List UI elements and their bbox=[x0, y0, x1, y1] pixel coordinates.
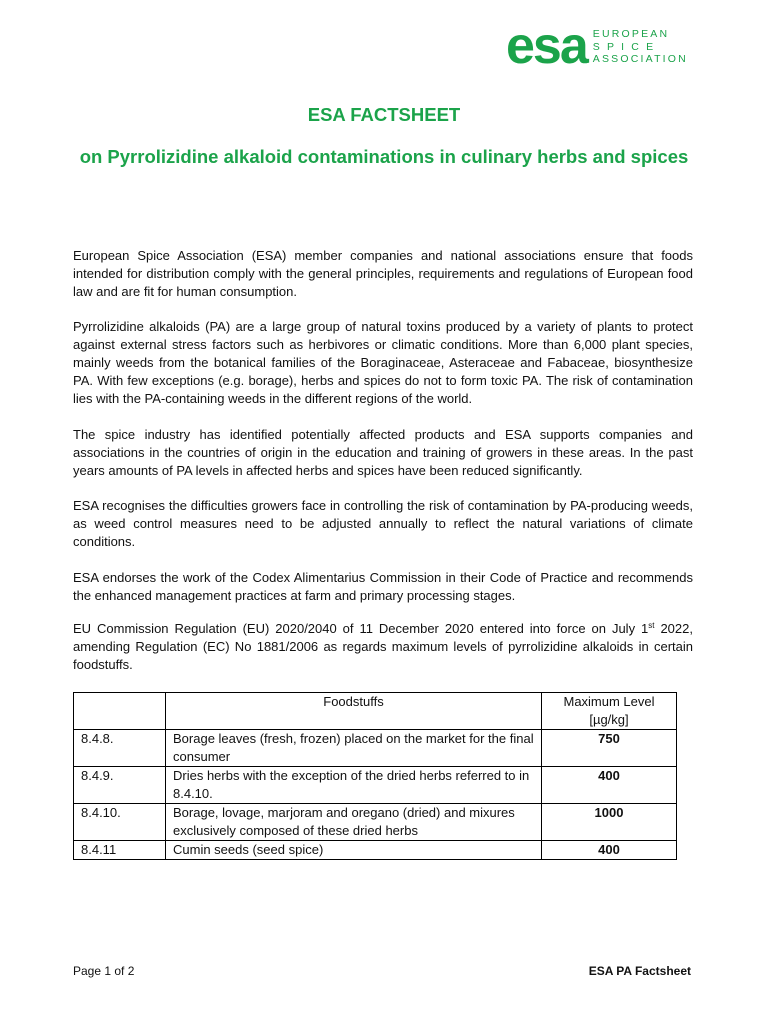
paragraph-regulation bbox=[73, 620, 693, 674]
logo-mark: esa bbox=[506, 17, 587, 75]
table-header-max-level: Maximum Level [µg/kg] bbox=[542, 693, 677, 730]
row-code: 8.4.9. bbox=[74, 767, 166, 804]
row-foodstuff: Dries herbs with the exception of the dried herbs referred to in 8.4.10. bbox=[166, 767, 542, 804]
table-row bbox=[74, 804, 677, 841]
footer-document-name: ESA PA Factsheet bbox=[588, 964, 691, 978]
logo-wordmark bbox=[593, 26, 688, 66]
row-foodstuff: Borage leaves (fresh, frozen) placed on the market for the final consumer bbox=[166, 730, 542, 767]
maximum-levels-table bbox=[73, 692, 677, 860]
regulation-ordinal: st bbox=[648, 621, 655, 630]
paragraph-pa-definition: Pyrrolizidine alkaloids (PA) are a large group of natural toxins produced by a variety of plants to protect against external stress factors such as herbivores or climatic conditions. More than 6,000 plant species, mainly weeds from the botanical families of the Boraginaceae, Asteraceae and Fabaceae, biosynthesize PA. With few exceptions (e.g. borage), herbs and spices do not to form toxic PA. The risk of contamination lies with the PA-containing weeds in the different regions of the world. bbox=[73, 319, 693, 406]
table-row bbox=[74, 767, 677, 804]
logo-line-3: ASSOCIATION bbox=[592, 53, 688, 65]
table-header-row bbox=[74, 693, 677, 730]
regulation-text-b: 2022, amending Regulation (EC) No 1881/2006 as regards maximum levels of pyrrolizidine alkaloids in certain foodstuffs. bbox=[73, 621, 693, 672]
table-header-foodstuffs: Foodstuffs bbox=[166, 693, 542, 730]
document-subtitle: on Pyrrolizidine alkaloid contaminations in culinary herbs and spices bbox=[79, 146, 689, 167]
logo-line-2: SPICE bbox=[592, 40, 661, 53]
regulation-text-a: EU Commission Regulation (EU) 2020/2040 of 11 December 2020 entered into force on July 1 bbox=[73, 621, 649, 636]
table-header-code bbox=[74, 693, 166, 730]
row-max-level: 1000 bbox=[542, 804, 677, 841]
row-code: 8.4.10. bbox=[74, 804, 166, 841]
paragraph-intro: European Spice Association (ESA) member companies and national associations ensure that foods intended for distribution comply with the general principles, requirements and regulations of European food law and are fit for human consumption. bbox=[73, 248, 693, 299]
row-foodstuff: Cumin seeds (seed spice) bbox=[166, 841, 542, 860]
page-number: Page 1 of 2 bbox=[73, 964, 135, 978]
document-title: ESA FACTSHEET bbox=[307, 104, 461, 125]
row-code: 8.4.11 bbox=[74, 841, 166, 860]
table-row bbox=[74, 841, 677, 860]
row-max-level: 750 bbox=[542, 730, 677, 767]
table-row bbox=[74, 730, 677, 767]
esa-logo bbox=[506, 17, 706, 75]
paragraph-codex: ESA endorses the work of the Codex Alimentarius Commission in their Code of Practice and recommends the enhanced management practices at farm and primary processing stages. bbox=[73, 570, 693, 603]
logo-line-1: EUROPEAN bbox=[592, 28, 670, 40]
paragraph-spice-industry: The spice industry has identified potentially affected products and ESA supports companies and associations in the countries of origin in the education and training of growers in these areas. In the past years amounts of PA levels in affected herbs and spices have been reduced significantly. bbox=[73, 427, 693, 478]
row-max-level: 400 bbox=[542, 767, 677, 804]
row-code: 8.4.8. bbox=[74, 730, 166, 767]
paragraph-growers: ESA recognises the difficulties growers face in controlling the risk of contamination by PA-producing weeds, as weed control measures need to be adjusted annually to reflect the natural variations of climate conditions. bbox=[73, 498, 693, 549]
row-foodstuff: Borage, lovage, marjoram and oregano (dried) and mixures exclusively composed of these dried herbs bbox=[166, 804, 542, 841]
row-max-level: 400 bbox=[542, 841, 677, 860]
